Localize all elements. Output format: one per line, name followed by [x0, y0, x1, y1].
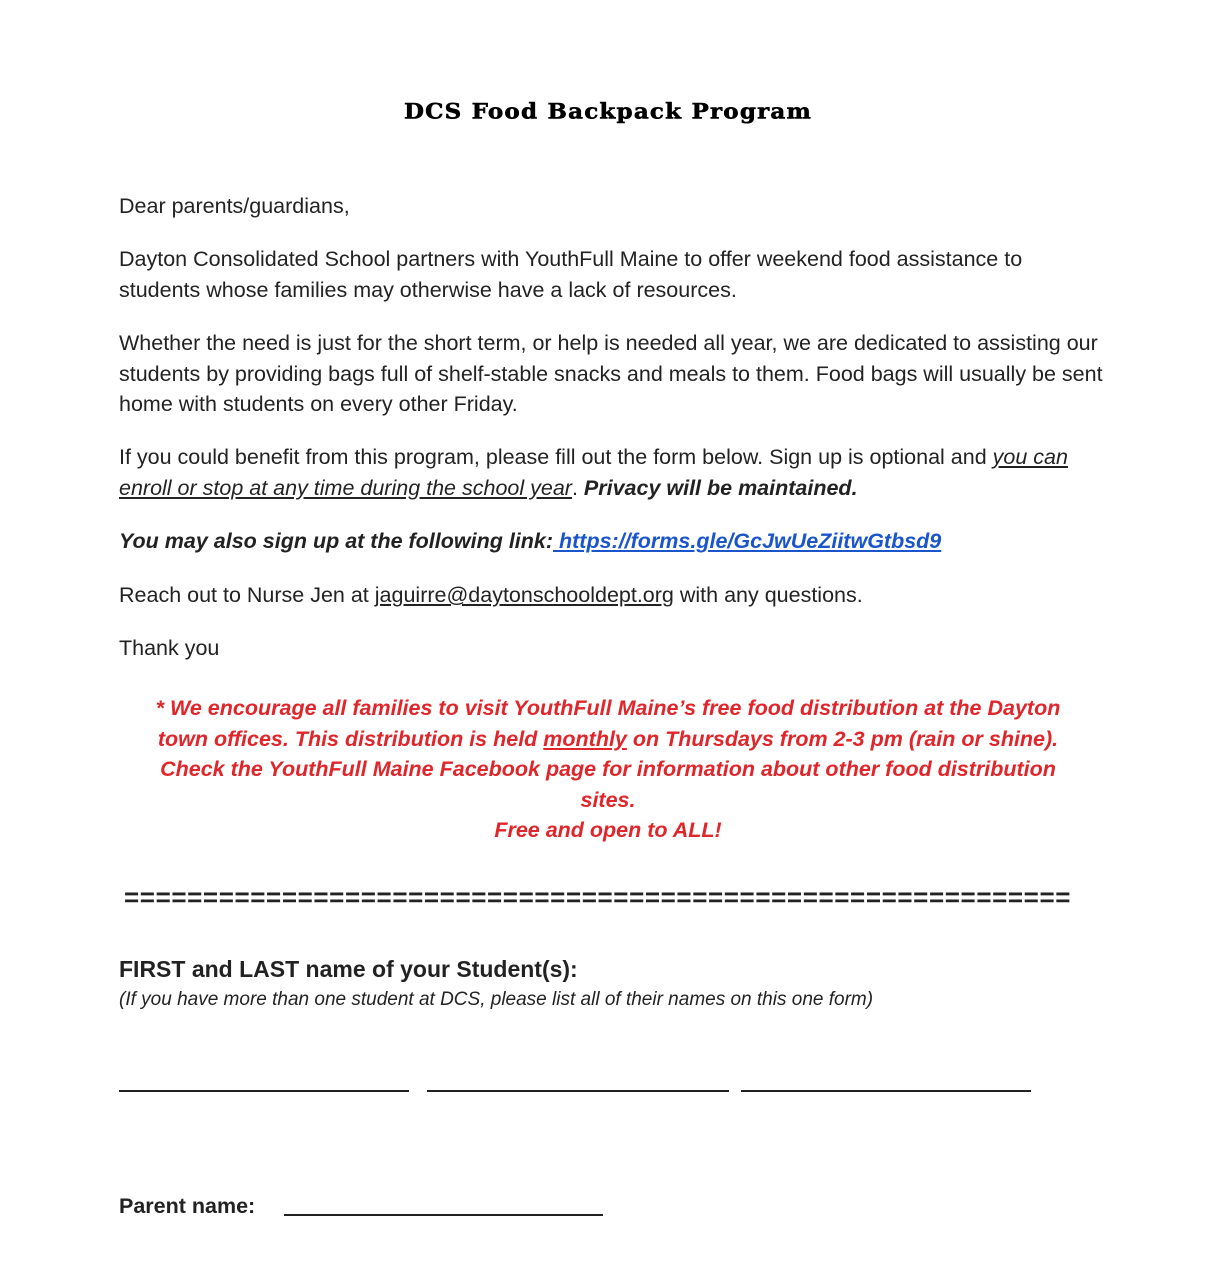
student-name-note: (If you have more than one student at DCS, please list all of their names on this one form)	[119, 989, 874, 1010]
signup-form-link[interactable]: https://forms.gle/GcJwUeZiitwGtbsd9	[553, 529, 942, 553]
nurse-email-link[interactable]: jaguirre@daytonschooldept.org	[374, 583, 674, 607]
notice-line-5: Free and open to ALL!	[494, 818, 722, 842]
intro-paragraph: Dayton Consolidated School partners with YouthFull Maine to offer weekend food assistance to students whose families may otherwise have a lack of resources.	[119, 247, 1023, 302]
greeting: Dear parents/guardians,	[119, 194, 350, 218]
signup-info-punct: .	[571, 475, 584, 500]
closing: Thank you	[119, 636, 220, 660]
enroll-anytime-text: you can enroll or stop at any time during the school year	[119, 445, 1068, 500]
contact-text-before: Reach out to Nurse Jen at	[119, 583, 375, 607]
student-name-field-2[interactable]	[427, 1090, 729, 1092]
program-description-paragraph: Whether the need is just for the short term, or help is needed all year, we are dedicated to assisting our students by providing bags full of shelf-stable snacks and meals to them. Food bags will usually be sent home with students on every other Friday.	[119, 331, 1103, 416]
signup-info-text: If you could benefit from this program, please fill out the form below. Sign up is optional and	[119, 445, 993, 469]
notice-line-2-after: on Thursdays from 2-3 pm (rain or shine).	[626, 726, 1059, 751]
student-name-field-3[interactable]	[741, 1090, 1031, 1092]
contact-text-after: with any questions.	[673, 583, 863, 607]
parent-name-label: Parent name:	[119, 1194, 256, 1218]
student-name-field-1[interactable]	[119, 1090, 409, 1092]
signup-link-label: You may also sign up at the following link:	[119, 529, 554, 553]
student-name-heading: FIRST and LAST name of your Student(s):	[119, 956, 578, 982]
notice-line-3: Check the YouthFull Maine Facebook page for information about other food distribution	[160, 757, 1056, 781]
document-title: DCS Food Backpack Program	[403, 99, 813, 124]
contact-line	[119, 580, 1109, 611]
food-distribution-notice	[110, 693, 1106, 846]
notice-line-4: sites.	[580, 787, 636, 812]
section-separator: ============================================================	[124, 882, 1072, 912]
signup-info-paragraph	[119, 442, 1109, 503]
notice-line-2	[110, 724, 1106, 755]
notice-line-2-before: town offices. This distribution is held	[157, 726, 544, 751]
notice-monthly: monthly	[543, 726, 627, 751]
notice-line-1: * We encourage all families to visit YouthFull Maine’s free food distribution at the Dayton	[155, 696, 1061, 720]
parent-name-field[interactable]	[284, 1214, 603, 1216]
signup-link-line	[119, 526, 1109, 557]
privacy-statement: Privacy will be maintained.	[583, 475, 858, 500]
